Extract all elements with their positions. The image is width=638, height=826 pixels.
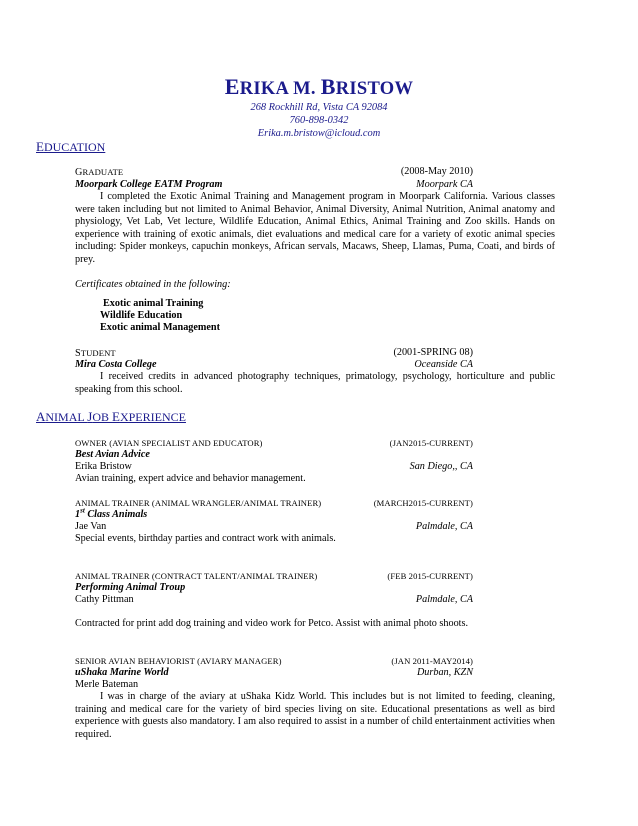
- school-location: Moorpark CA: [416, 179, 473, 190]
- certificate-item: Exotic animal Management: [100, 322, 220, 333]
- certificates-intro: Certificates obtained in the following:: [75, 279, 231, 290]
- job-3-contact-row: [75, 594, 473, 607]
- certificate-item: Wildlife Education: [100, 310, 183, 321]
- experience-heading: ANIMAL JOB EXPERIENCE: [36, 409, 186, 424]
- job-description: Special events, birthday parties and contract work with animals.: [75, 533, 336, 544]
- education-entry-1-school-row: [75, 179, 473, 192]
- job-company: Best Avian Advice: [75, 449, 150, 460]
- job-contact: Erika Bristow: [75, 461, 132, 472]
- email[interactable]: Erika.m.bristow@icloud.com: [257, 128, 381, 139]
- job-location: Palmdale, CA: [415, 521, 473, 532]
- job-title: SENIOR AVIAN BEHAVIORIST (AVIARY MANAGER): [75, 656, 282, 666]
- education-entry-1-header: [75, 166, 473, 180]
- job-company: Performing Animal Troup: [75, 582, 186, 593]
- degree-dates: (2008-May 2010): [400, 166, 473, 177]
- job-2-header: [75, 497, 473, 510]
- job-1-contact-row: [75, 461, 473, 474]
- job-description: Contracted for print add dog training and video work for Petco. Assist with animal photo shoots.: [75, 618, 469, 629]
- job-title: OWNER (AVIAN SPECIALIST AND EDUCATOR): [75, 438, 263, 448]
- school-name: Moorpark College EATM Program: [75, 179, 223, 190]
- job-4-company-row: [75, 667, 473, 680]
- job-2-contact-row: [75, 521, 473, 534]
- job-contact: Jae Van: [75, 521, 107, 532]
- certificate-item: Exotic animal Training: [103, 298, 204, 309]
- education-entry-1-description: I completed the Exotic Animal Training and Management program in Moorpark California. Various classes were taken including but not limited to Animal Behavior, Animal Diversity, Animal Nutrition, Animal anatomy and physiology, Vet Lab, Vet lecture, Wildlife Education, Animal Ethics, Animal Training and Zoo skills. Hands on experience with training of exotic animals, diet evaluations and medical care for a variety of exotic animal species including: Spider monkeys, capuchin monkeys, African servals, Macaws, Sheep, Llamas, Puma, Coati, and birds of prey.: [75, 191, 555, 265]
- degree-title: GRADUATE: [75, 167, 124, 178]
- job-dates: (JAN2015-CURRENT): [389, 438, 473, 448]
- address: 268 Rockhill Rd, Vista CA 92084: [250, 102, 388, 113]
- job-dates: (MARCH2015-CURRENT): [373, 498, 473, 508]
- education-entry-2-description: I received credits in advanced photography techniques, primatology, psychology, horticulture and public speaking from this school.: [75, 371, 555, 395]
- job-company: 1st Class Animals: [75, 506, 148, 520]
- school-location: Oceanside CA: [414, 359, 473, 370]
- school-name: Mira Costa College: [75, 359, 157, 370]
- job-dates: (FEB 2015-CURRENT): [387, 571, 473, 581]
- job-contact: Cathy Pittman: [75, 594, 134, 605]
- job-3-header: [75, 570, 473, 583]
- student-dates: (2001-SPRING 08): [393, 347, 473, 358]
- job-title: ANIMAL TRAINER (CONTRACT TALENT/ANIMAL TRAINER): [75, 571, 318, 581]
- job-4-header: [75, 655, 473, 668]
- job-title: ANIMAL TRAINER (ANIMAL WRANGLER/ANIMAL TRAINER): [75, 498, 322, 508]
- job-company: uShaka Marine World: [75, 667, 169, 678]
- job-1-header: [75, 437, 473, 450]
- job-description: I was in charge of the aviary at uShaka Kidz World. This includes but is not limited to feeding, cleaning, training and medical care for the variety of bird species living on site. Educational presentations as well as bird experience with guests also mandatory. I am also required to assist in a number of child entertainment activities when required.: [75, 691, 555, 740]
- resume-name: ERIKA M. BRISTOW: [224, 74, 414, 99]
- job-location: San Diego,, CA: [409, 461, 473, 472]
- job-description: Avian training, expert advice and behavior management.: [75, 473, 306, 484]
- phone: 760-898-0342: [289, 115, 349, 126]
- education-entry-2-school-row: [75, 359, 473, 372]
- education-heading: EDUCATION: [36, 139, 106, 154]
- job-location: Palmdale, CA: [415, 594, 473, 605]
- job-location: Durban, KZN: [416, 667, 473, 678]
- student-title: STUDENT: [75, 348, 116, 359]
- job-dates: (JAN 2011-MAY2014): [391, 656, 473, 666]
- job-contact: Merle Bateman: [75, 679, 139, 690]
